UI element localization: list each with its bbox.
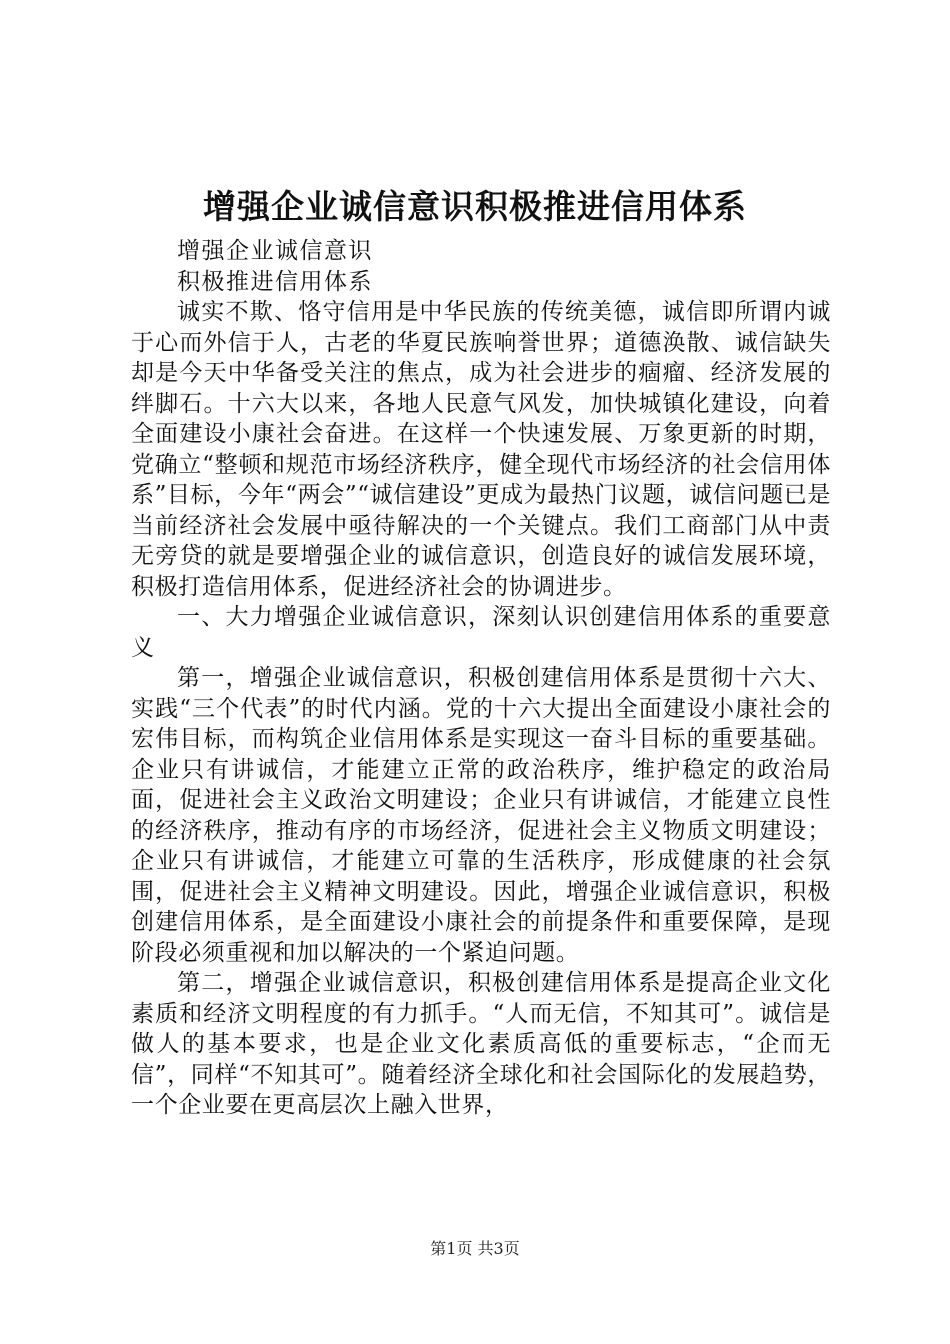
paragraph-first-point: 第一，增强企业诚信意识，积极创建信用体系是贯彻十六大、实践“三个代表”的时代内涵。党的十六大提出全面建设小康社会的宏伟目标，而构筑企业信用体系是实现这一奋斗目标的重要基础。企业只有讲诚信，才能建立正常的政治秩序，维护稳定的政治局面，促进社会主义政治文明建设；企业只有讲诚信，才能建立良性的经济秩序，推动有序的市场经济，促进社会主义物质文明建设；企业只有讲诚信，才能建立可靠的生活秩序，形成健康的社会氛围，促进社会主义精神文明建设。因此，增强企业诚信意识，积极创建信用体系，是全面建设小康社会的前提条件和重要保障，是现阶段必须重视和加以解决的一个紧迫问题。 — [131, 665, 831, 966]
page-number-footer: 第1页 共3页 — [430, 1239, 520, 1258]
document-title: 增强企业诚信意识积极推进信用体系 — [203, 187, 747, 226]
subtitle-line-1: 增强企业诚信意识 — [177, 238, 373, 264]
section-heading-1: 一、大力增强企业诚信意识，深刻认识创建信用体系的重要意义 — [131, 604, 831, 661]
paragraph-second-point: 第二，增强企业诚信意识，积极创建信用体系是提高企业文化素质和经济文明程度的有力抓手。“人而无信，不知其可”。诚信是做人的基本要求，也是企业文化素质高低的重要标志，“企而无信”，同样“不知其可”。随着经济全球化和社会国际化的发展趋势，一个企业要在更高层次上融入世界， — [131, 970, 831, 1118]
paragraph-intro: 诚实不欺、恪守信用是中华民族的传统美德，诚信即所谓内诚于心而外信于人，古老的华夏民族响誉世界；道德涣散、诚信缺失却是今天中华备受关注的焦点，成为社会进步的痼瘤、经济发展的绊脚石。十六大以来，各地人民意气风发，加快城镇化建设，向着全面建设小康社会奋进。在这样一个快速发展、万象更新的时期，党确立“整顿和规范市场经济秩序，健全现代市场经济的社会信用体系”目标，今年“两会”“诚信建设”更成为最热门议题，诚信问题已是当前经济社会发展中亟待解决的一个关键点。我们工商部门从中责无旁贷的就是要增强企业的诚信意识，创造良好的诚信发展环境，积极打造信用体系，促进经济社会的协调进步。 — [131, 299, 831, 600]
subtitle-line-2: 积极推进信用体系 — [177, 268, 373, 295]
document-body — [131, 236, 831, 1121]
